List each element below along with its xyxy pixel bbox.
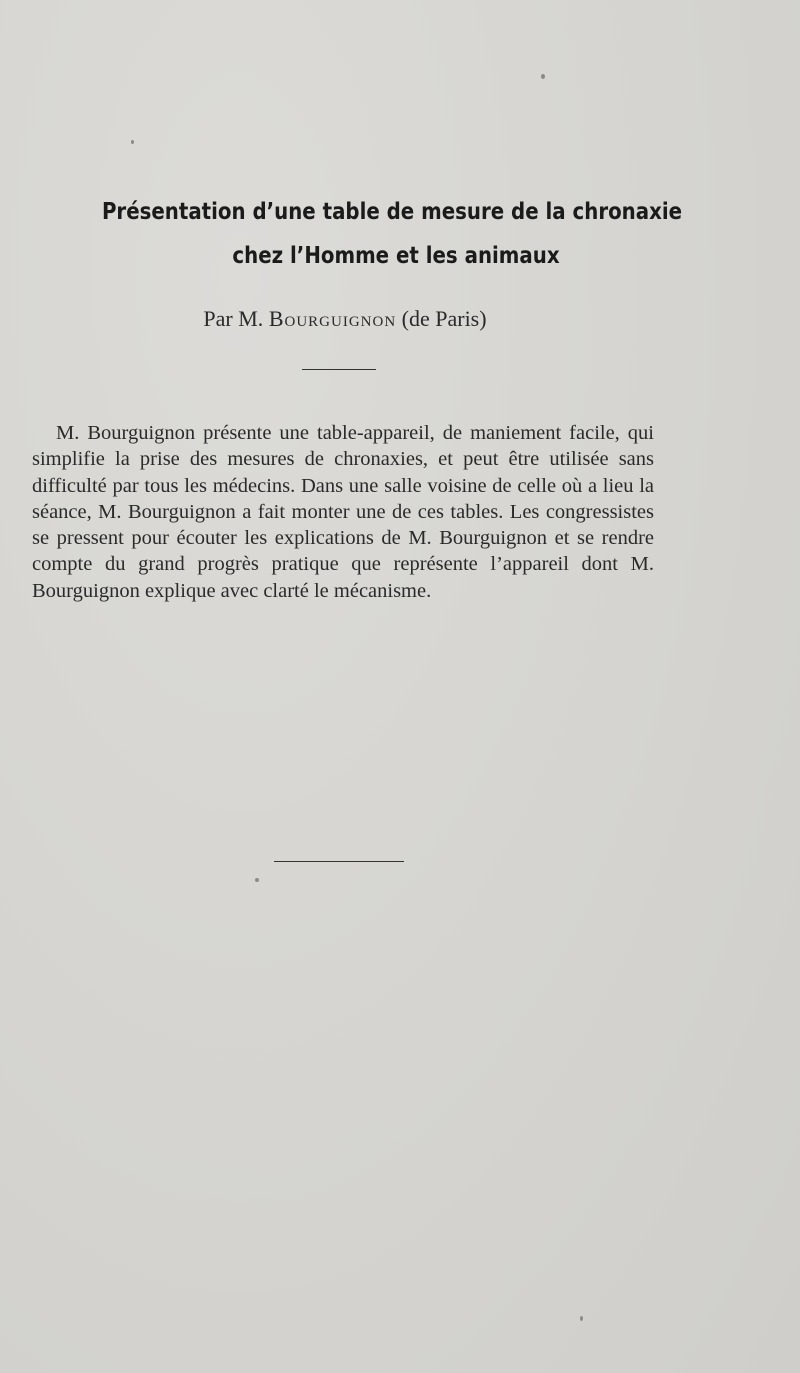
divider-rule-bottom (274, 861, 404, 862)
byline-suffix: (de Paris) (401, 306, 487, 331)
paper-speck (255, 878, 259, 882)
byline-author: Bourguignon (268, 306, 397, 331)
byline (0, 306, 690, 332)
byline-prefix: Par M. (203, 306, 264, 331)
paper-speck (580, 1316, 583, 1321)
paper-speck (131, 140, 134, 144)
article-title-line-1: Présentation d’une table de mesure de la chronaxie (101, 199, 683, 225)
article-body: M. Bourguignon présente une table-appareil, de maniement facile, qui simplifie la prise des mesures de chronaxies, et peut être utilisée sans difficulté par tous les médecins. Dans une salle voisine de celle où a lieu la séance, M. Bourguignon a fait monter une de ces tables. Les congressistes se pressent pour écouter les explications de M. Bourguignon et se rendre compte du grand progrès pratique que représente l’appareil dont M. Bourguignon explique avec clarté le mécanisme. (32, 422, 654, 602)
article-title-line-2: chez l’Homme et les animaux (232, 243, 560, 269)
paper-speck (541, 74, 545, 79)
divider-rule-top (302, 369, 376, 370)
